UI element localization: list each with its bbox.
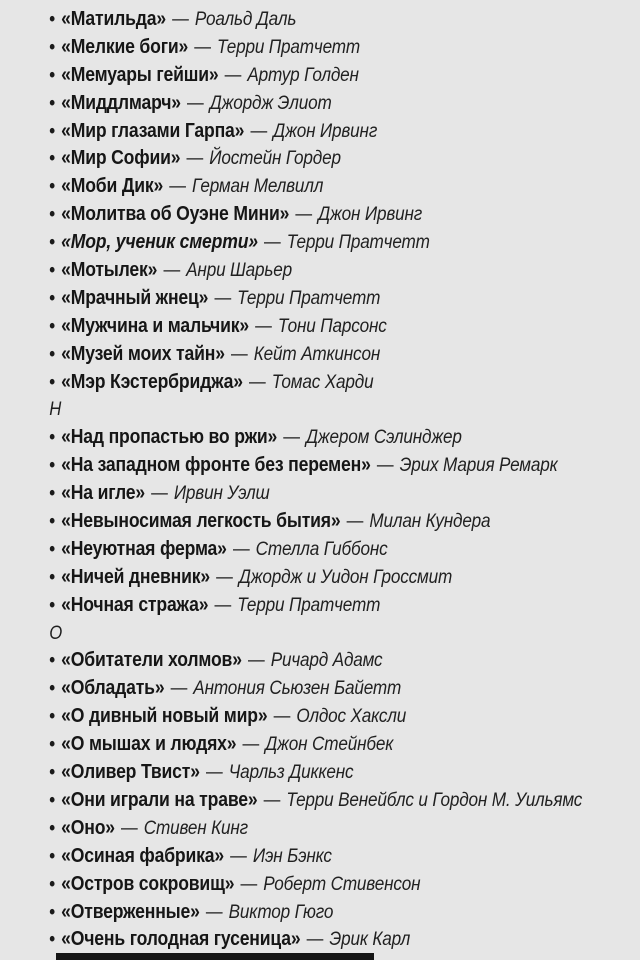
bullet-icon: • [49, 483, 55, 505]
book-title: «Невыносимая легкость бытия» [61, 510, 341, 533]
book-title: «Они играли на траве» [61, 788, 258, 811]
book-list-item [0, 536, 563, 564]
book-author: Терри Венейблс и Гордон М. Уильямс [286, 788, 583, 811]
bullet-icon: • [49, 845, 55, 867]
book-title: «Музей моих тайн» [61, 342, 225, 365]
separator-dash: — [264, 232, 281, 254]
book-author: Джон Ирвинг [318, 203, 423, 226]
bullet-icon: • [49, 427, 55, 449]
separator-dash: — [242, 734, 260, 756]
book-list-item [0, 731, 563, 759]
book-title: «Остров сокровищ» [61, 872, 235, 895]
bullet-icon: • [49, 455, 55, 477]
book-author: Милан Кундера [369, 510, 491, 533]
book-list-item [0, 871, 563, 899]
book-title: «Осиная фабрика» [61, 844, 224, 867]
bullet-icon: • [49, 901, 55, 923]
book-author: Стивен Кинг [143, 816, 248, 839]
separator-dash: — [187, 92, 204, 114]
book-author: Йостейн Гордер [209, 147, 341, 170]
book-list-item [0, 173, 563, 201]
clipped-next-entry-bar [56, 953, 374, 960]
separator-dash: — [247, 650, 265, 672]
bullet-icon: • [49, 734, 55, 756]
book-list-item [0, 369, 563, 397]
book-title: «Мир Софии» [61, 147, 181, 170]
bullet-icon: • [49, 9, 55, 30]
bullet-icon: • [49, 260, 55, 282]
book-list [0, 6, 640, 954]
separator-dash: — [172, 9, 189, 30]
book-title: «Обитатели холмов» [61, 649, 242, 672]
book-list-item [0, 341, 563, 369]
separator-dash: — [248, 371, 266, 393]
bullet-icon: • [49, 371, 55, 393]
book-list-item [0, 229, 563, 257]
bullet-icon: • [49, 762, 55, 784]
bullet-icon: • [49, 929, 55, 951]
separator-dash: — [255, 315, 272, 337]
separator-dash: — [376, 455, 394, 477]
separator-dash: — [214, 594, 232, 616]
separator-dash: — [224, 64, 242, 86]
separator-dash: — [121, 817, 138, 839]
book-title: «Моби Дик» [61, 175, 164, 198]
book-list-item [0, 118, 563, 146]
separator-dash: — [206, 762, 223, 784]
bullet-icon: • [49, 789, 55, 811]
separator-dash: — [230, 845, 247, 867]
book-title: «Ничей дневник» [61, 565, 210, 588]
separator-dash: — [170, 678, 188, 700]
book-title: «Мужчина и мальчик» [61, 314, 249, 337]
book-author: Иэн Бэнкс [252, 844, 332, 867]
book-list-item [0, 480, 563, 508]
book-title: «Оно» [61, 816, 115, 839]
book-author: Ричард Адамс [270, 649, 383, 672]
bullet-icon: • [49, 538, 55, 560]
book-author: Стелла Гиббонс [255, 537, 388, 560]
separator-dash: — [306, 929, 324, 951]
bullet-icon: • [49, 92, 55, 114]
separator-dash: — [240, 873, 258, 895]
bullet-icon: • [49, 204, 55, 226]
book-title: «Над пропастью во ржи» [61, 426, 278, 449]
book-author: Джордж Элиот [209, 91, 332, 114]
book-author: Томас Харди [271, 370, 374, 393]
book-author: Чарльз Диккенс [228, 761, 354, 784]
separator-dash: — [250, 120, 268, 142]
book-list-item [0, 424, 563, 452]
book-list-item [0, 90, 563, 118]
book-list-item [0, 843, 563, 871]
book-title: «Мир глазами Гарпа» [61, 119, 245, 142]
book-list-item [0, 787, 583, 815]
book-list-item [0, 926, 563, 954]
separator-dash: — [273, 706, 291, 728]
book-title: «Мрачный жнец» [61, 286, 209, 309]
book-author: Роберт Стивенсон [263, 872, 421, 895]
bullet-icon: • [49, 566, 55, 588]
separator-dash: — [169, 176, 186, 198]
bullet-icon: • [49, 232, 55, 254]
book-author: Анри Шарьер [186, 259, 292, 282]
separator-dash: — [232, 538, 250, 560]
book-title: «Очень голодная гусеница» [61, 928, 301, 951]
book-title: «Молитва об Оуэне Мини» [61, 203, 290, 226]
book-author: Джордж и Уидон Гроссмит [238, 565, 453, 588]
book-list-item [0, 62, 563, 90]
bullet-icon: • [49, 148, 55, 170]
book-list-item [0, 759, 563, 787]
book-author: Герман Мелвилл [191, 175, 324, 198]
bullet-icon: • [49, 36, 55, 58]
book-author: Олдос Хаксли [296, 705, 407, 728]
book-author: Эрих Мария Ремарк [399, 454, 558, 477]
bullet-icon: • [49, 176, 55, 198]
book-title: «Обладать» [61, 677, 165, 700]
book-list-item [0, 285, 563, 313]
book-author: Тони Парсонс [277, 314, 387, 337]
section-letter-row [0, 396, 563, 424]
book-title: «Ночная стража» [61, 593, 209, 616]
book-title: «На западном фронте без перемен» [61, 454, 371, 477]
book-author: Антония Сьюзен Байетт [193, 677, 402, 700]
book-title: «Оливер Твист» [61, 761, 200, 784]
separator-dash: — [205, 901, 223, 923]
book-author: Артур Голден [247, 63, 359, 86]
book-author: Джером Сэлинджер [306, 426, 462, 449]
bullet-icon: • [49, 511, 55, 533]
section-letter-row [0, 620, 563, 648]
book-title: «Матильда» [61, 8, 167, 30]
book-list-item [0, 899, 563, 927]
bullet-icon: • [49, 817, 55, 839]
book-title: «О дивный новый мир» [61, 705, 268, 728]
book-list-item [0, 313, 563, 341]
book-list-item [0, 564, 563, 592]
book-title: «О мышах и людях» [61, 733, 237, 756]
book-list-item [0, 145, 563, 173]
bullet-icon: • [49, 873, 55, 895]
bullet-icon: • [49, 315, 55, 337]
separator-dash: — [346, 511, 364, 533]
bullet-icon: • [49, 120, 55, 142]
book-list-item [0, 34, 563, 62]
book-list-item [0, 675, 563, 703]
bullet-icon: • [49, 287, 55, 309]
bullet-icon: • [49, 343, 55, 365]
book-author: Терри Пратчетт [286, 231, 430, 254]
book-author: Ирвин Уэлш [173, 482, 270, 505]
book-title: «Неуютная ферма» [61, 537, 227, 560]
book-author: Терри Пратчетт [217, 35, 361, 58]
book-title: «Миддлмарч» [61, 91, 181, 114]
book-list-item [0, 201, 563, 229]
book-title: «На игле» [61, 482, 145, 505]
book-list-item [0, 647, 563, 675]
separator-dash: — [231, 343, 248, 365]
section-letter: О [49, 622, 63, 644]
bullet-icon: • [49, 706, 55, 728]
book-title: «Мелкие боги» [61, 35, 189, 58]
book-list-item [0, 6, 563, 34]
book-title: «Мэр Кэстербриджа» [61, 370, 243, 393]
bullet-icon: • [49, 650, 55, 672]
book-author: Терри Пратчетт [237, 593, 381, 616]
book-list-item [0, 508, 563, 536]
separator-dash: — [186, 148, 204, 170]
book-title: «Мор, ученик смерти» [61, 231, 258, 254]
book-list-item [0, 592, 563, 620]
book-list-item [0, 257, 563, 285]
book-author: Терри Пратчетт [237, 286, 381, 309]
separator-dash: — [214, 287, 232, 309]
separator-dash: — [263, 789, 281, 811]
book-title: «Мотылек» [61, 259, 158, 282]
separator-dash: — [163, 260, 181, 282]
separator-dash: — [295, 204, 312, 226]
book-author: Роальд Даль [194, 8, 297, 30]
book-list-item [0, 703, 563, 731]
separator-dash: — [216, 566, 233, 588]
book-list-item [0, 815, 563, 843]
book-title: «Отверженные» [61, 900, 200, 923]
book-author: Кейт Аткинсон [253, 342, 381, 365]
separator-dash: — [283, 427, 300, 449]
separator-dash: — [151, 483, 168, 505]
section-letter: Н [49, 399, 62, 421]
book-title: «Мемуары гейши» [61, 63, 219, 86]
bullet-icon: • [49, 678, 55, 700]
bullet-icon: • [49, 594, 55, 616]
book-author: Эрик Карл [329, 928, 411, 951]
bullet-icon: • [49, 64, 55, 86]
book-author: Джон Ирвинг [273, 119, 378, 142]
separator-dash: — [194, 36, 211, 58]
book-author: Джон Стейнбек [265, 733, 394, 756]
book-list-item [0, 452, 563, 480]
book-author: Виктор Гюго [228, 900, 334, 923]
